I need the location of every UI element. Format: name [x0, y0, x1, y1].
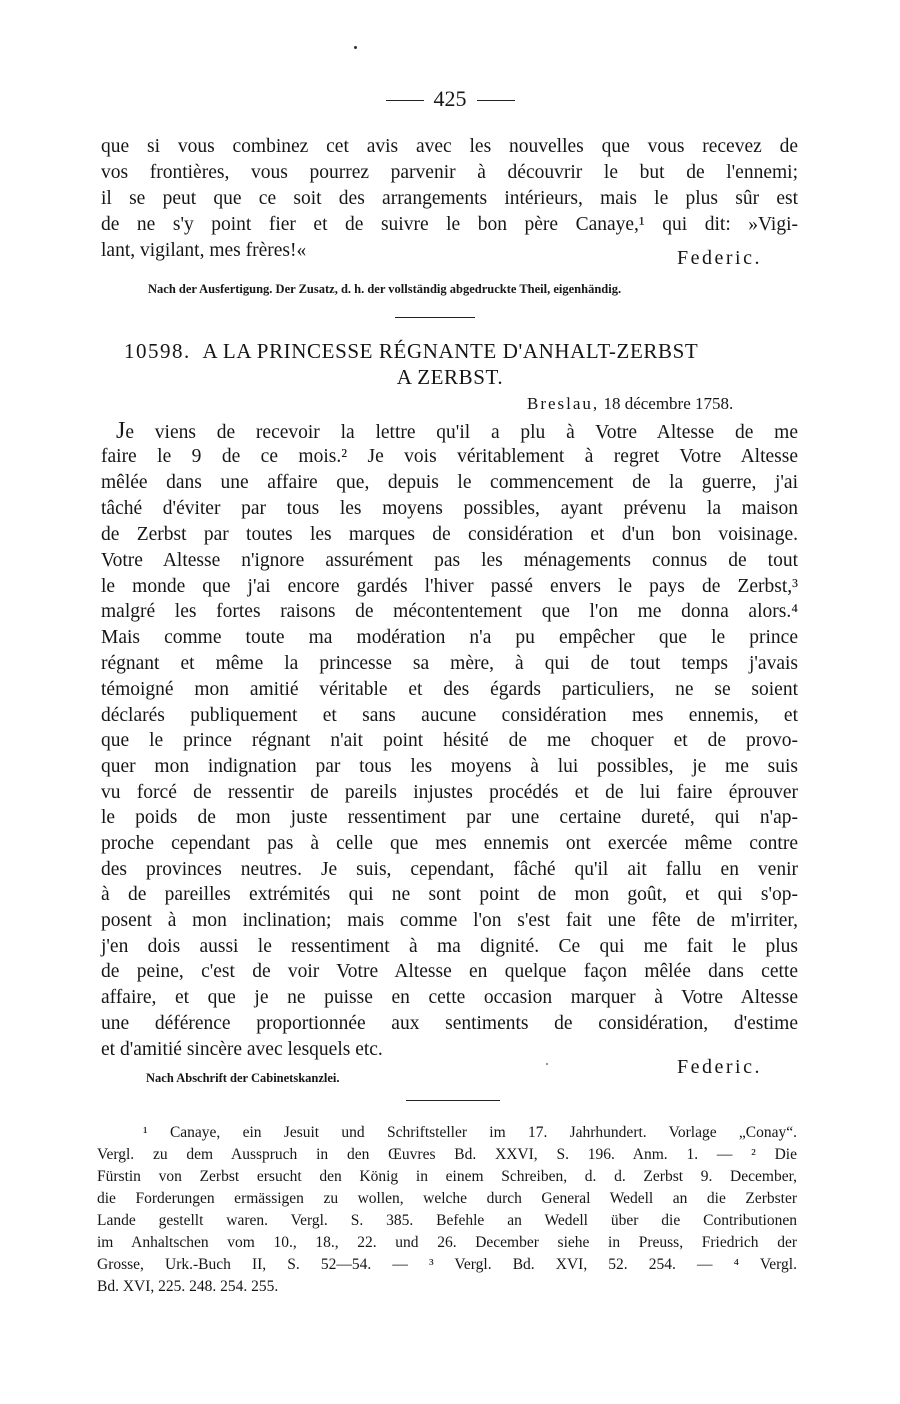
dropcap: J — [116, 418, 126, 444]
text-line: de Zerbst par toutes les marques de considération et d'un bon voisinage. — [101, 524, 798, 545]
text-line: de ne s'y point fier et de suivre le bon père Canaye,¹ qui dit: »Vigi- — [101, 214, 798, 235]
text-line: Votre Altesse n'ignore assurément pas les ménagements connus de tout — [101, 550, 798, 571]
letter-title-line-2: A ZERBST. — [396, 365, 504, 389]
text-line: une déférence proportionnée aux sentiments de considération, d'estime — [101, 1013, 798, 1034]
footnote-line: ¹ Canaye, ein Jesuit und Schriftsteller im 17. Jahrhundert. Vorlage „Conay“. — [143, 1124, 797, 1141]
text-span: e viens de recevoir la lettre qu'il a plu à Votre Altesse de me — [125, 422, 798, 443]
text-line: régnant et même la princesse sa mère, à qui de tout temps j'avais — [101, 653, 798, 674]
text-line: déclarés publiquement et sans aucune considération mes ennemis, et — [101, 705, 798, 726]
text-line: le monde que j'ai encore gardés l'hiver passé envers le pays de Zerbst,³ — [101, 576, 798, 597]
text-line — [116, 418, 798, 446]
print-speck — [354, 46, 357, 49]
letter-title: A LA PRINCESSE RÉGNANTE D'ANHALT-ZERBST — [202, 339, 699, 363]
footnote-line: Lande gestellt waren. Vergl. S. 385. Befehle an Wedell über die Contributionen — [97, 1212, 797, 1229]
text-line: que si vous combinez cet avis avec les nouvelles que vous recevez de — [101, 136, 798, 157]
text-line: Mais comme toute ma modération n'a pu empêcher que le prince — [101, 627, 798, 648]
text-line: tâché d'éviter par tous les moyens possibles, ayant prévenu la maison — [101, 498, 798, 519]
text-line: de peine, c'est de voir Votre Altesse en quelque façon mêlée dans cette — [101, 961, 798, 982]
text-line: lant, vigilant, mes frères!« — [101, 240, 307, 261]
text-line: des provinces neutres. Je suis, cependant, fâché qu'il ait fallu en venir — [101, 859, 798, 880]
letter-number: 10598. — [124, 339, 191, 363]
text-line: proche cependant pas à celle que mes ennemis ont exercée même contre — [101, 833, 798, 854]
page-header — [0, 86, 900, 112]
footnote-line: die Forderungen ermässigen zu wollen, welche durch General Wedell an die Zerbster — [97, 1190, 797, 1207]
footnote-line: Bd. XVI, 225. 248. 254. 255. — [97, 1278, 279, 1295]
footnote-line: Fürstin von Zerbst ersucht den König in einem Schreiben, d. d. Zerbst 9. December, — [97, 1168, 797, 1185]
text-line: quer mon indignation par tous les moyens à lui possibles, je me suis — [101, 756, 798, 777]
page-number: 425 — [433, 86, 467, 111]
source-note: Nach der Ausfertigung. Der Zusatz, d. h. der vollständig abgedruckte Theil, eigenhändig. — [148, 282, 622, 296]
signature: Federic. — [677, 1056, 762, 1078]
text-line: à de pareilles extrémités qui ne sont point de mon goût, et qui s'op- — [101, 884, 798, 905]
dateline — [527, 394, 733, 414]
footnote-line: Vergl. zu dem Ausspruch in den Œuvres Bd. XXVI, S. 196. Anm. 1. — ² Die — [97, 1146, 797, 1163]
source-note: Nach Abschrift der Cabinetskanzlei. — [146, 1071, 340, 1085]
footnote-line: Grosse, Urk.-Buch II, S. 52—54. — ³ Vergl. Bd. XVI, 52. 254. — ⁴ Vergl. — [97, 1256, 797, 1273]
print-speck — [546, 1063, 548, 1065]
footnote-rule — [406, 1100, 500, 1101]
text-line: malgré les fortes raisons de mécontentement que l'on me donna alors.⁴ — [101, 601, 798, 622]
text-line: affaire, et que je ne puisse en cette occasion marquer à Votre Altesse — [101, 987, 798, 1008]
text-line: témoigné mon amitié véritable et des égards particuliers, ne se soient — [101, 679, 798, 700]
letter-heading — [124, 339, 698, 364]
text-line: vos frontières, vous pourrez parvenir à découvrir le but de l'ennemi; — [101, 162, 798, 183]
footnote-line: im Anhaltschen vom 10., 18., 22. und 26. December siehe in Preuss, Friedrich der — [97, 1234, 797, 1251]
text-line: le poids de mon juste ressentiment par une certaine dureté, qui n'ap- — [101, 807, 798, 828]
text-line: et d'amitié sincère avec lesquels etc. — [101, 1039, 383, 1060]
text-line: mêlée dans une affaire que, depuis le commencement de la guerre, j'ai — [101, 472, 798, 493]
header-dash-right — [477, 100, 515, 101]
place: Breslau, — [527, 394, 600, 413]
text-line: que le prince régnant n'ait point hésité de me choquer et de provo- — [101, 730, 798, 751]
header-dash-left — [386, 100, 424, 101]
text-line: posent à mon inclination; mais comme l'on s'est fait une fête de m'irriter, — [101, 910, 798, 931]
date: 18 décembre 1758. — [603, 394, 734, 413]
text-line: faire le 9 de ce mois.² Je vois véritablement à regret Votre Altesse — [101, 446, 798, 467]
signature: Federic. — [677, 247, 762, 269]
text-line: il se peut que ce soit des arrangements intérieurs, mais le plus sûr est — [101, 188, 798, 209]
text-line: j'en dois aussi le ressentiment à ma dignité. Ce qui me fait le plus — [101, 936, 798, 957]
section-rule — [395, 317, 475, 318]
text-line: vu forcé de ressentir de pareils injustes procédés et de lui faire éprouver — [101, 782, 798, 803]
